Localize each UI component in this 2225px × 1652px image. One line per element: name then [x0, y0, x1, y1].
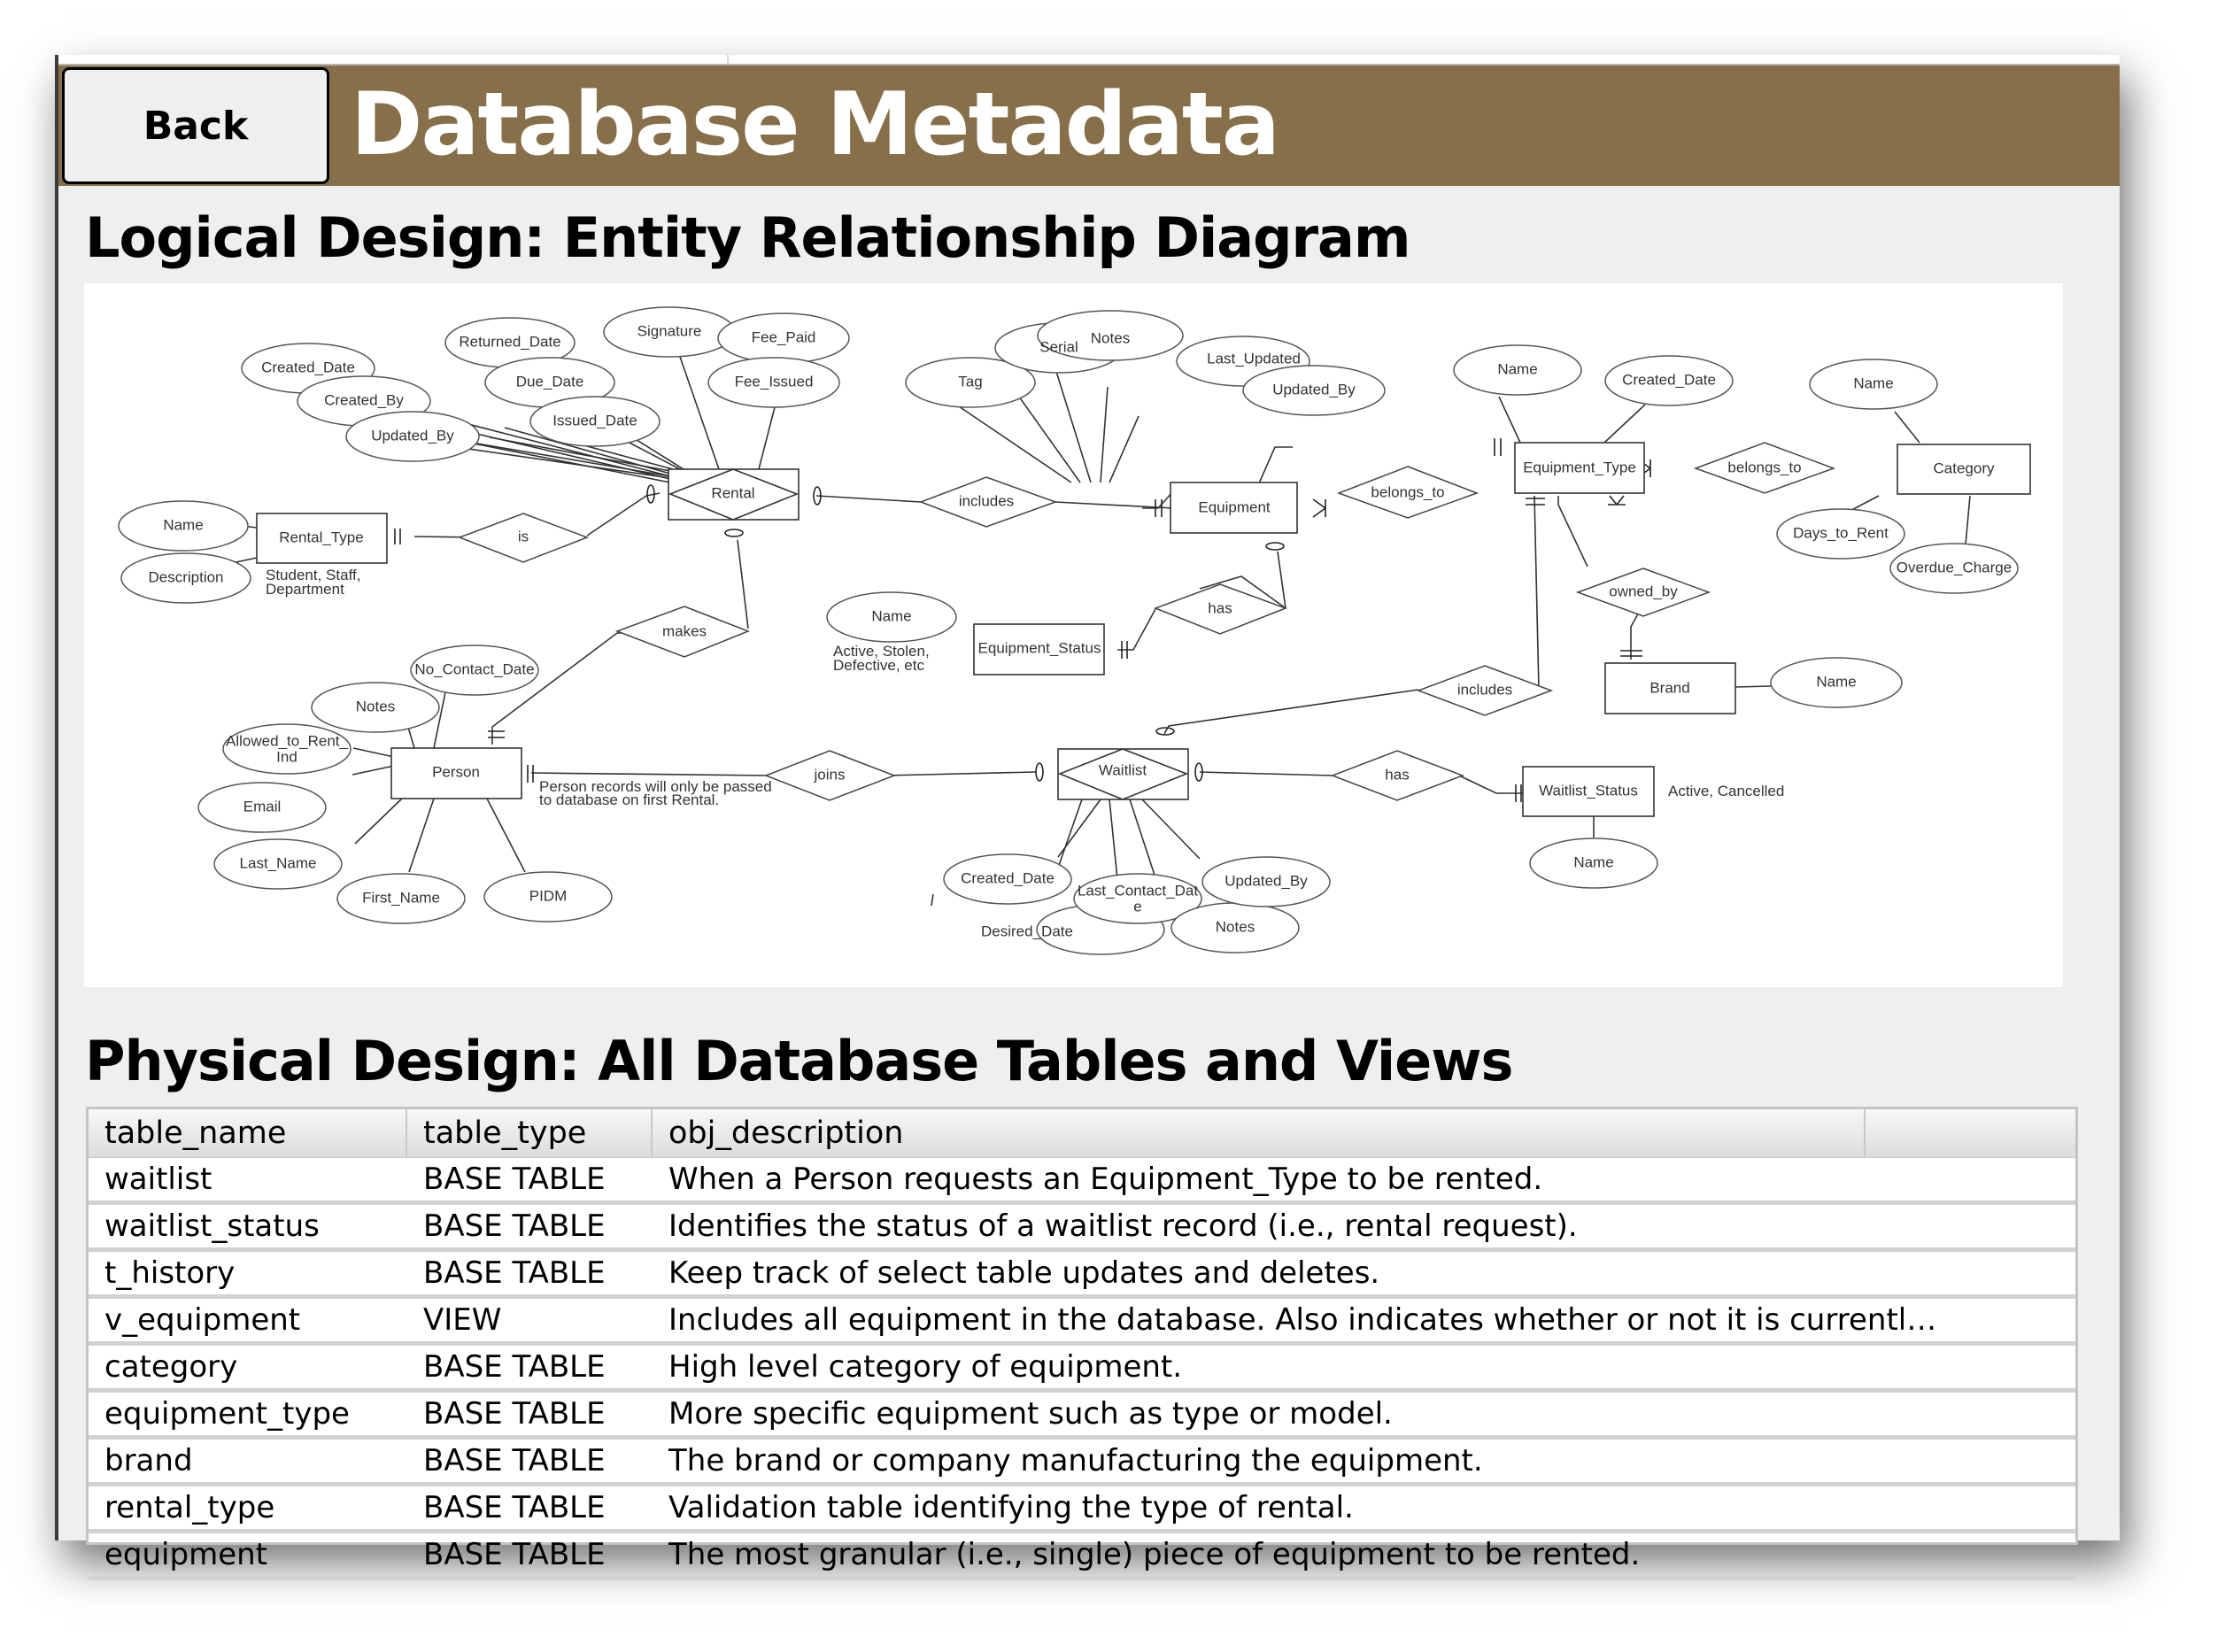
- cell-obj-description: The brand or company manufacturing the equipment.: [668, 1443, 1483, 1478]
- attr-category-name: Name: [1853, 374, 1894, 392]
- note-rental-type-2: Department: [266, 581, 344, 598]
- cell-obj-description: Includes all equipment in the database. Also indicates whether or not it is currentl…: [668, 1302, 1937, 1338]
- rel-belongs-to-1: belongs_to: [1371, 483, 1445, 501]
- entity-equipment-type: Equipment_Type: [1523, 459, 1636, 476]
- rel-joins: joins: [814, 766, 846, 784]
- table-row[interactable]: [89, 1299, 2075, 1346]
- attr-equipment-type-created-date: Created_Date: [1622, 371, 1716, 389]
- table-row[interactable]: [89, 1533, 2075, 1580]
- attr-rental-type-description: Description: [148, 568, 224, 586]
- table-row[interactable]: [89, 1346, 2075, 1393]
- cell-obj-description: High level category of equipment.: [668, 1349, 1183, 1385]
- note-person-2: to database on first Rental.: [539, 791, 720, 808]
- cell-table-name: brand: [104, 1443, 193, 1478]
- cell-table-type: BASE TABLE: [423, 1537, 606, 1572]
- rel-waitlist-includes: includes: [1456, 681, 1513, 699]
- grid-header: [89, 1109, 2075, 1158]
- note-person-1: Person records will only be passed: [539, 778, 772, 795]
- table-row[interactable]: [89, 1252, 2075, 1299]
- entity-waitlist-status: Waitlist_Status: [1539, 782, 1638, 799]
- attr-equipment-tag: Tag: [958, 373, 983, 390]
- attr-rental-returned-date: Returned_Date: [459, 333, 561, 351]
- cell-table-type: BASE TABLE: [423, 1255, 606, 1291]
- table-row[interactable]: [89, 1486, 2075, 1533]
- cell-table-type: BASE TABLE: [423, 1396, 606, 1432]
- attr-equipment-notes: Notes: [1090, 329, 1131, 347]
- note-rental-type-1: Student, Staff,: [266, 567, 361, 583]
- attr-rental-signature: Signature: [637, 322, 702, 340]
- column-header-filler: [1866, 1109, 2075, 1157]
- cell-table-name: rental_type: [104, 1490, 275, 1525]
- attr-equipment-serial: Serial: [1039, 338, 1078, 356]
- attr-rental-issued-date: Issued_Date: [552, 412, 637, 429]
- logical-design-heading: Logical Design: Entity Relationship Diagram: [85, 205, 1410, 270]
- cell-obj-description: Identifies the status of a waitlist record (i.e., rental request).: [668, 1208, 1578, 1244]
- cell-table-name: waitlist: [104, 1162, 212, 1197]
- attr-person-last-name: Last_Name: [239, 854, 317, 872]
- entity-equipment-status: Equipment_Status: [977, 639, 1101, 657]
- note-waitlist-status: Active, Cancelled: [1668, 783, 1785, 799]
- entity-person: Person: [432, 763, 480, 781]
- table-row[interactable]: [89, 1393, 2075, 1440]
- attr-rental-due-date: Due_Date: [515, 373, 584, 390]
- attr-waitlist-notes: Notes: [1215, 918, 1255, 936]
- attr-rental-type-name: Name: [163, 516, 204, 534]
- cell-table-name: v_equipment: [104, 1302, 301, 1338]
- rel-rental-includes: includes: [958, 492, 1015, 510]
- attr-rental-updated-by: Updated_By: [371, 427, 454, 444]
- cell-obj-description: When a Person requests an Equipment_Type to be rented.: [668, 1162, 1543, 1197]
- rel-equipment-has: has: [1208, 599, 1232, 617]
- attr-rental-fee-paid: Fee_Paid: [751, 328, 816, 346]
- rel-is: is: [517, 528, 529, 545]
- attr-waitlist-status-name: Name: [1573, 853, 1614, 871]
- attr-rental-created-date: Created_Date: [261, 359, 355, 376]
- top-strip-divider: [727, 55, 729, 64]
- app-window: [55, 55, 2120, 1572]
- page-title: Database Metadata: [351, 74, 1279, 175]
- attr-person-allowed-to-rent-ind: Ind: [276, 748, 297, 766]
- cell-table-type: BASE TABLE: [423, 1349, 606, 1385]
- tables-grid: [86, 1107, 2078, 1572]
- erd-svg: [84, 283, 2063, 987]
- cell-table-name: waitlist_status: [104, 1208, 320, 1244]
- attr-category-days-to-rent: Days_to_Rent: [1793, 524, 1889, 542]
- column-header-table-type[interactable]: table_type: [407, 1109, 653, 1157]
- cell-table-name: t_history: [104, 1255, 236, 1291]
- cell-table-name: category: [104, 1349, 238, 1385]
- attr-rental-created-by: Created_By: [324, 391, 404, 409]
- attr-equipment-status-name: Name: [871, 607, 912, 625]
- cell-obj-description: Validation table identifying the type of rental.: [668, 1490, 1354, 1525]
- cell-table-name: equipment: [104, 1537, 267, 1572]
- erd-diagram: [84, 283, 2063, 987]
- entity-category: Category: [1933, 459, 1995, 477]
- attr-waitlist-updated-by: Updated_By: [1225, 872, 1308, 890]
- cell-obj-description: The most granular (i.e., single) piece of equipment to be rented.: [668, 1537, 1641, 1572]
- cell-obj-description: More specific equipment such as type or model.: [668, 1396, 1393, 1432]
- column-header-obj-description[interactable]: obj_description: [653, 1109, 1866, 1157]
- attr-rental-fee-issued: Fee_Issued: [734, 373, 814, 390]
- cell-obj-description: Keep track of select table updates and deletes.: [668, 1255, 1380, 1291]
- attr-waitlist-desired-date: Desired_Date: [981, 922, 1073, 940]
- rel-owned-by: owned_by: [1609, 583, 1678, 600]
- attr-waitlist-last-contact-date: Last_Contact_Dat: [1077, 882, 1199, 899]
- entity-equipment: Equipment: [1198, 498, 1271, 516]
- table-row[interactable]: [89, 1205, 2075, 1252]
- table-row[interactable]: [89, 1440, 2075, 1486]
- physical-design-heading: Physical Design: All Database Tables and Views: [85, 1029, 1513, 1093]
- cell-table-type: BASE TABLE: [423, 1443, 606, 1478]
- cell-table-type: BASE TABLE: [423, 1162, 606, 1197]
- note-equipment-status-2: Defective, etc: [833, 657, 924, 674]
- attr-brand-name: Name: [1816, 673, 1857, 691]
- cell-table-type: BASE TABLE: [423, 1208, 606, 1244]
- attr-person-email: Email: [243, 798, 282, 815]
- cell-table-type: BASE TABLE: [423, 1490, 606, 1525]
- attr-waitlist-last-contact-date-e: e: [1133, 898, 1142, 915]
- entity-waitlist: Waitlist: [1098, 761, 1147, 779]
- attr-person-pidm: PIDM: [529, 887, 568, 905]
- entity-brand: Brand: [1649, 679, 1690, 697]
- note-equipment-status-1: Active, Stolen,: [833, 643, 930, 660]
- entity-rental: Rental: [711, 484, 755, 502]
- attr-equipment-type-name: Name: [1497, 360, 1538, 378]
- rel-waitlist-has: has: [1385, 766, 1410, 784]
- attr-equipment-last-updated: Last_Updated: [1207, 350, 1301, 367]
- rel-belongs-to-2: belongs_to: [1727, 459, 1802, 476]
- attr-waitlist-created-date: Created_Date: [961, 869, 1055, 887]
- attr-person-first-name: First_Name: [362, 889, 440, 907]
- column-header-table-name[interactable]: table_name: [89, 1109, 407, 1157]
- cell-table-type: VIEW: [423, 1302, 502, 1338]
- back-button[interactable]: Back: [62, 67, 329, 184]
- attr-person-allowed-to-rent: Allowed_to_Rent_: [226, 732, 348, 750]
- cell-table-name: equipment_type: [104, 1396, 350, 1432]
- attr-equipment-updated-by: Updated_By: [1272, 381, 1356, 398]
- attr-person-no-contact-date: No_Contact_Date: [414, 660, 535, 678]
- rel-makes: makes: [661, 622, 707, 640]
- attr-person-notes: Notes: [355, 698, 396, 715]
- attr-category-overdue-charge: Overdue_Charge: [1896, 559, 2013, 576]
- entity-rental-type: Rental_Type: [279, 529, 364, 546]
- window-top-strip: [58, 55, 2120, 66]
- table-row[interactable]: [89, 1158, 2075, 1205]
